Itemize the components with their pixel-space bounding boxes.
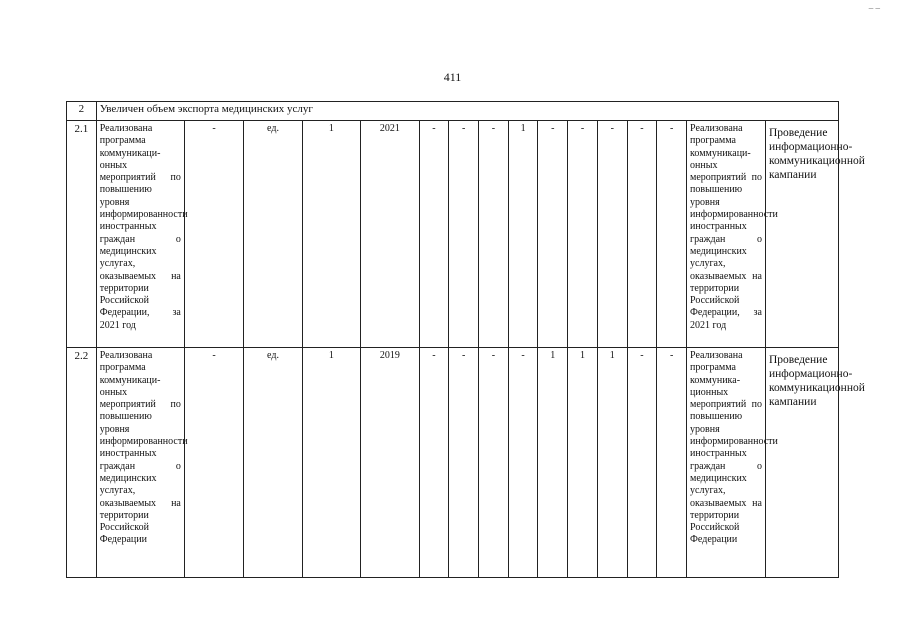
section-number: 2 [67,102,97,121]
characteristic-text: Реализована программа коммуника-ционных мероприятий по повышению уровня информированности иностранных граждан о медицинских услугах, оказываемых на территории Российской Федерации [687,348,766,578]
base-year-cell: 2019 [361,348,419,578]
year-cell: 1 [538,348,568,578]
year-cell: 1 [508,121,538,348]
result-type-text: Проведение информационно-коммуникационной кампании [765,348,838,578]
row-number: 2.2 [67,348,97,578]
year-cell: - [657,348,687,578]
results-table [66,101,865,578]
year-cell: 1 [568,348,598,578]
year-cell: - [479,348,509,578]
year-cell: - [568,121,598,348]
page-number: 411 [443,70,462,84]
year-cell: - [449,121,479,348]
scan-mark: _ _ [868,0,880,10]
section-title: Увеличен объем экспорта медицинских услуг [96,102,838,121]
year-cell: - [419,121,449,348]
year-cell: - [657,121,687,348]
base-year-cell: 2021 [361,121,419,348]
year-cell: - [538,121,568,348]
dash-cell: - [184,121,243,348]
unit-cell: ед. [244,121,302,348]
year-cell: 1 [597,348,627,578]
year-cell: - [419,348,449,578]
base-value-cell: 1 [302,121,360,348]
section-header-row [67,102,839,121]
base-value-cell: 1 [302,348,360,578]
year-cell: - [597,121,627,348]
year-cell: - [479,121,509,348]
result-text: Реализована программа коммуникаци-онных мероприятий по повышению уровня информированности иностранных граждан о медицинских услугах, оказываемых на территории Российской Федерации [96,348,184,578]
dash-cell: - [184,348,243,578]
year-cell: - [627,348,657,578]
table-row [67,121,839,348]
characteristic-text: Реализована программа коммуникаци-онных мероприятий по повышению уровня информированности иностранных граждан о медицинских услугах, оказываемых на территории Российской Федерации, за 2021 год [687,121,766,348]
row-number: 2.1 [67,121,97,348]
result-text: Реализована программа коммуникаци-онных мероприятий по повышению уровня информированности иностранных граждан о медицинских услугах, оказываемых на территории Российской Федерации, за 2021 год [96,121,184,348]
table-row [67,348,839,578]
year-cell: - [449,348,479,578]
year-cell: - [627,121,657,348]
unit-cell: ед. [244,348,302,578]
year-cell: - [508,348,538,578]
result-type-text: Проведение информационно-коммуникационной кампании [765,121,838,348]
